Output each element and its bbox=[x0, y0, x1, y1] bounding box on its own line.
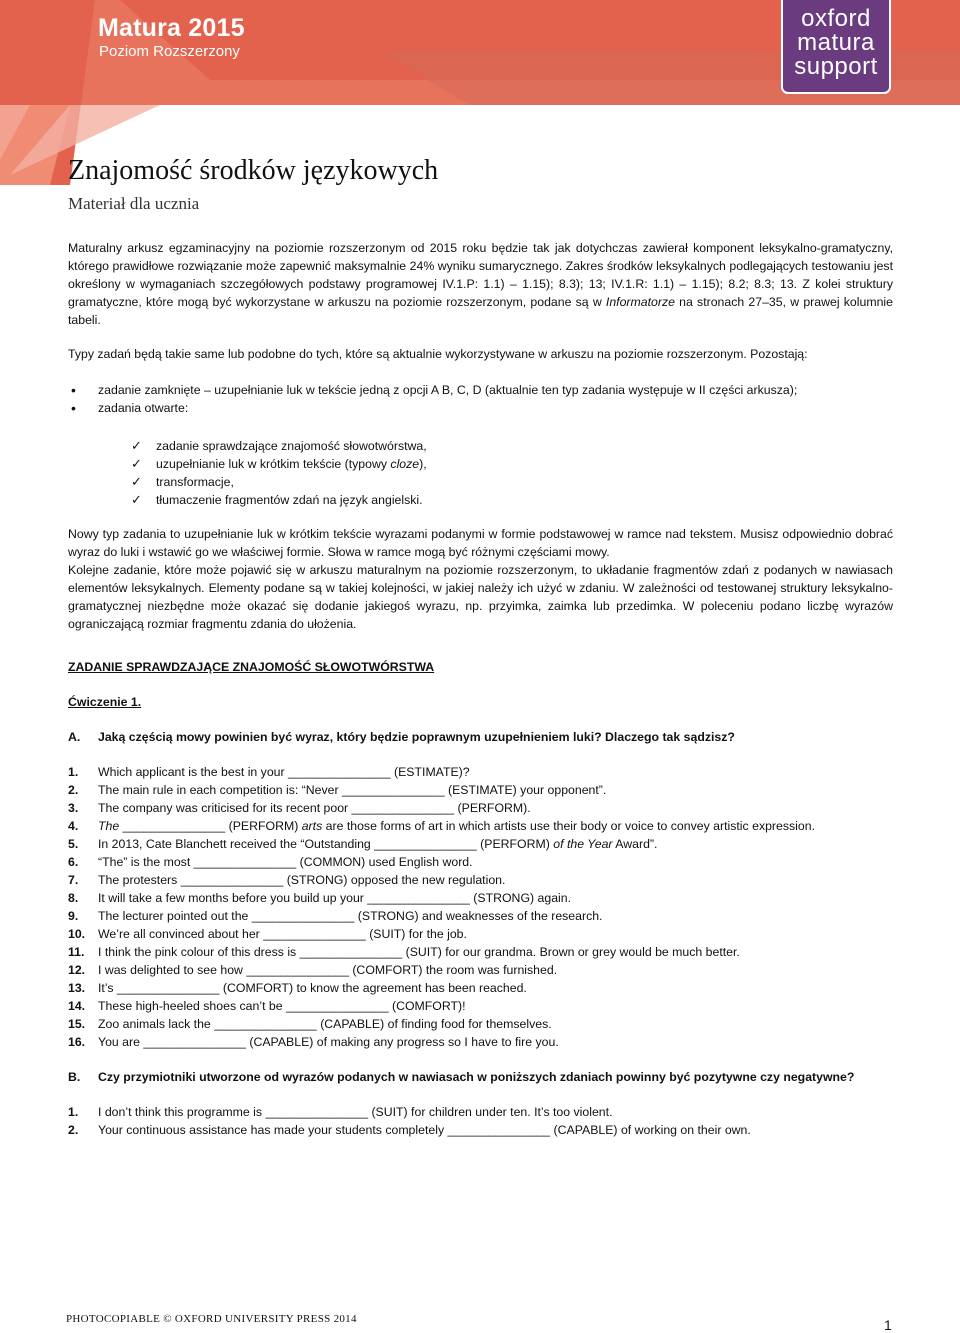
intro-text: Maturalny arkusz egzaminacyjny na poziomie rozszerzonym od 2015 roku będzie tak jak dotychczas zawierał komponent leksykalno-gramatyczny, którego prawidłowe rozwiązanie może zapewnić maksymalnie 24% wyniku sumarycznego. Zakres środków leksykalnych podlegających testowaniu jest określony w wymaganiach szczegółowych podstawy programowej IV.1.P: 1.1) – 1.15); 8.3); 13; IV.1.R: 1.1) – 1.15); 8.2; 8.3; 13. Z kolei struktury gramatyczne, które mogą być wykorzystane w arkuszu na poziomie rozszerzonym, podane są w bbox=[68, 241, 893, 309]
item-number: 11. bbox=[68, 945, 85, 959]
list-item bbox=[68, 853, 893, 871]
item-text: Zoo animals lack the _______________ (CAPABLE) of finding food for themselves. bbox=[98, 1017, 552, 1031]
list-item bbox=[68, 763, 893, 781]
item-text-part: Award”. bbox=[612, 837, 658, 851]
item-number: 6. bbox=[68, 855, 79, 869]
open-task-types-list bbox=[68, 437, 893, 509]
item-number: 1. bbox=[68, 765, 79, 779]
check-text: uzupełnianie luk w krótkim tekście (typowy bbox=[156, 457, 391, 471]
check-italic: cloze bbox=[390, 457, 420, 471]
item-number: 3. bbox=[68, 801, 79, 815]
item-italic: The bbox=[98, 819, 120, 833]
item-text: It’s _______________ (COMFORT) to know the agreement has been reached. bbox=[98, 981, 527, 995]
list-item bbox=[68, 799, 893, 817]
item-text-part: In 2013, Cate Blanchett received the “Outstanding _______________ (PERFORM) bbox=[98, 837, 554, 851]
item-number: 2. bbox=[68, 1123, 79, 1137]
list-item bbox=[68, 871, 893, 889]
section-heading: ZADANIE SPRAWDZAJĄCE ZNAJOMOŚĆ SŁOWOTWÓRSTWA bbox=[68, 660, 435, 674]
item-text: You are _______________ (CAPABLE) of making any progress so I have to fire you. bbox=[98, 1035, 559, 1049]
item-text bbox=[98, 835, 657, 853]
matura-title: Matura 2015 bbox=[98, 14, 245, 42]
item-number: 16. bbox=[68, 1035, 86, 1049]
item-text: The main rule in each competition is: “Never _______________ (ESTIMATE) your opponent”. bbox=[98, 783, 607, 797]
part-b-items bbox=[68, 1103, 893, 1139]
item-text: The lecturer pointed out the _______________ (STRONG) and weaknesses of the research. bbox=[98, 909, 603, 923]
item-text bbox=[98, 817, 815, 835]
copyright-footer: PHOTOCOPIABLE © OXFORD UNIVERSITY PRESS 2014 bbox=[66, 1313, 357, 1325]
list-item bbox=[68, 835, 893, 853]
list-item bbox=[68, 781, 893, 799]
check-item: ✓ tłumaczenie fragmentów zdań na język angielski. bbox=[68, 491, 893, 509]
item-number: 2. bbox=[68, 783, 79, 797]
list-item bbox=[68, 1015, 893, 1033]
list-item bbox=[68, 925, 893, 943]
list-item bbox=[68, 1033, 893, 1051]
item-number: 10. bbox=[68, 927, 86, 941]
item-italic: arts bbox=[301, 819, 323, 833]
item-italic: of the Year bbox=[553, 837, 613, 851]
item-text: I don’t think this programme is _______________ (SUIT) for children under ten. It’s too violent. bbox=[98, 1105, 613, 1119]
page-subtitle: Materiał dla ucznia bbox=[68, 194, 200, 213]
item-text: These high-heeled shoes can’t be _______________ (COMFORT)! bbox=[98, 999, 466, 1013]
bullet-item: • zadania otwarte: bbox=[68, 399, 893, 417]
intro-paragraph-2: Typy zadań będą takie same lub podobne do tych, które są aktualnie wykorzystywane w arkuszu na poziomie rozszerzonym. Pozostają: bbox=[68, 347, 808, 361]
logo-line-matura: matura bbox=[797, 29, 875, 56]
informator-title: Informatorze bbox=[605, 295, 675, 309]
part-a-letter: A. bbox=[68, 730, 81, 744]
part-b-question bbox=[68, 1068, 893, 1086]
part-a-text: Jaką częścią mowy powinien być wyraz, który będzie poprawnym uzupełnieniem luki? Dlaczego tak sądzisz? bbox=[98, 730, 735, 744]
list-item bbox=[68, 997, 893, 1015]
check-item bbox=[68, 455, 893, 473]
item-number: 9. bbox=[68, 909, 79, 923]
item-text: Your continuous assistance has made your students completely _______________ (CAPABLE) of working on their own. bbox=[98, 1123, 751, 1137]
intro-text-end: na stronach 27–35, w prawej kolumnie tabeli. bbox=[68, 295, 893, 327]
item-text-part: are those forms of art in which artists use their body or voice to convey artistic expression. bbox=[322, 819, 815, 833]
list-item bbox=[68, 1103, 893, 1121]
item-number: 15. bbox=[68, 1017, 86, 1031]
page-number: 1 bbox=[884, 1317, 892, 1333]
bullet-item: • zadanie zamknięte – uzupełnianie luk w tekście jedną z opcji A B, C, D (aktualnie ten typ zadania występuje w II części arkusza); bbox=[68, 381, 893, 399]
paragraph-4: Kolejne zadanie, które może pojawić się w arkuszu maturalnym na poziomie rozszerzonym, to układanie fragmentów zdań z podanych w nawiasach elementów leksykalnych. Elementy podane są w takiej kolejności, w jakiej należy ich użyć w zdaniu. W zależności od testowanej struktury leksykalno-gramatycznej niezbędne może okazać się dodanie jakiegoś wyrazu, np. przyimka, zaimka lub przedimka. W poleceniu podano liczbę wyrazów ograniczającą rozmiar fragmentu zdania do ułożenia. bbox=[68, 563, 893, 631]
check-text-end: ), bbox=[419, 457, 427, 471]
exercise-heading: Ćwiczenie 1. bbox=[68, 695, 142, 709]
item-number: 1. bbox=[68, 1105, 79, 1119]
intro-paragraph-1 bbox=[68, 239, 893, 329]
item-number: 8. bbox=[68, 891, 79, 905]
item-text-part: _______________ (PERFORM) bbox=[119, 819, 302, 833]
item-text: “The” is the most _______________ (COMMON) used English word. bbox=[98, 855, 473, 869]
item-number: 12. bbox=[68, 963, 86, 977]
oxford-matura-support-logo bbox=[781, 0, 891, 94]
part-b-text: Czy przymiotniki utworzone od wyrazów podanych w nawiasach w poniższych zdaniach powinny być pozytywne czy negatywne? bbox=[98, 1070, 855, 1084]
item-text: The protesters _______________ (STRONG) opposed the new regulation. bbox=[98, 873, 506, 887]
paragraph-3: Nowy typ zadania to uzupełnianie luk w krótkim tekście wyrazami podanymi w formie podstawowej w ramce nad tekstem. Musisz odpowiednio dobrać wyraz do luki i wstawić go we właściwej formie. Słowa w ramce mogą być różnymi częściami mowy. bbox=[68, 527, 893, 559]
list-item bbox=[68, 889, 893, 907]
matura-subtitle: Poziom Rozszerzony bbox=[99, 43, 240, 60]
item-text: I was delighted to see how _______________ (COMFORT) the room was furnished. bbox=[98, 963, 558, 977]
part-a-items bbox=[68, 763, 893, 1051]
check-item: ✓ transformacje, bbox=[68, 473, 893, 491]
item-text: I think the pink colour of this dress is _______________ (SUIT) for our grandma. Brown or grey would be much better. bbox=[98, 945, 740, 959]
item-text: The company was criticised for its recent poor _______________ (PERFORM). bbox=[98, 801, 531, 815]
document-body bbox=[68, 239, 893, 1139]
part-a-question bbox=[68, 728, 893, 746]
list-item bbox=[68, 817, 893, 835]
logo-line-oxford: oxford bbox=[801, 5, 871, 32]
item-number: 13. bbox=[68, 981, 86, 995]
item-number: 7. bbox=[68, 873, 79, 887]
page-title: Znajomość środków językowych bbox=[68, 155, 439, 186]
list-item bbox=[68, 943, 893, 961]
logo-line-support: support bbox=[794, 53, 878, 80]
item-number: 5. bbox=[68, 837, 79, 851]
list-item bbox=[68, 979, 893, 997]
list-item bbox=[68, 961, 893, 979]
item-text: It will take a few months before you build up your _______________ (STRONG) again. bbox=[98, 891, 572, 905]
list-item bbox=[68, 907, 893, 925]
item-text: We’re all convinced about her _______________ (SUIT) for the job. bbox=[98, 927, 467, 941]
item-number: 14. bbox=[68, 999, 86, 1013]
part-b-letter: B. bbox=[68, 1070, 81, 1084]
item-number: 4. bbox=[68, 819, 79, 833]
check-item: ✓ zadanie sprawdzające znajomość słowotwórstwa, bbox=[68, 437, 893, 455]
task-types-list bbox=[68, 381, 893, 417]
list-item bbox=[68, 1121, 893, 1139]
item-text: Which applicant is the best in your _______________ (ESTIMATE)? bbox=[98, 765, 470, 779]
